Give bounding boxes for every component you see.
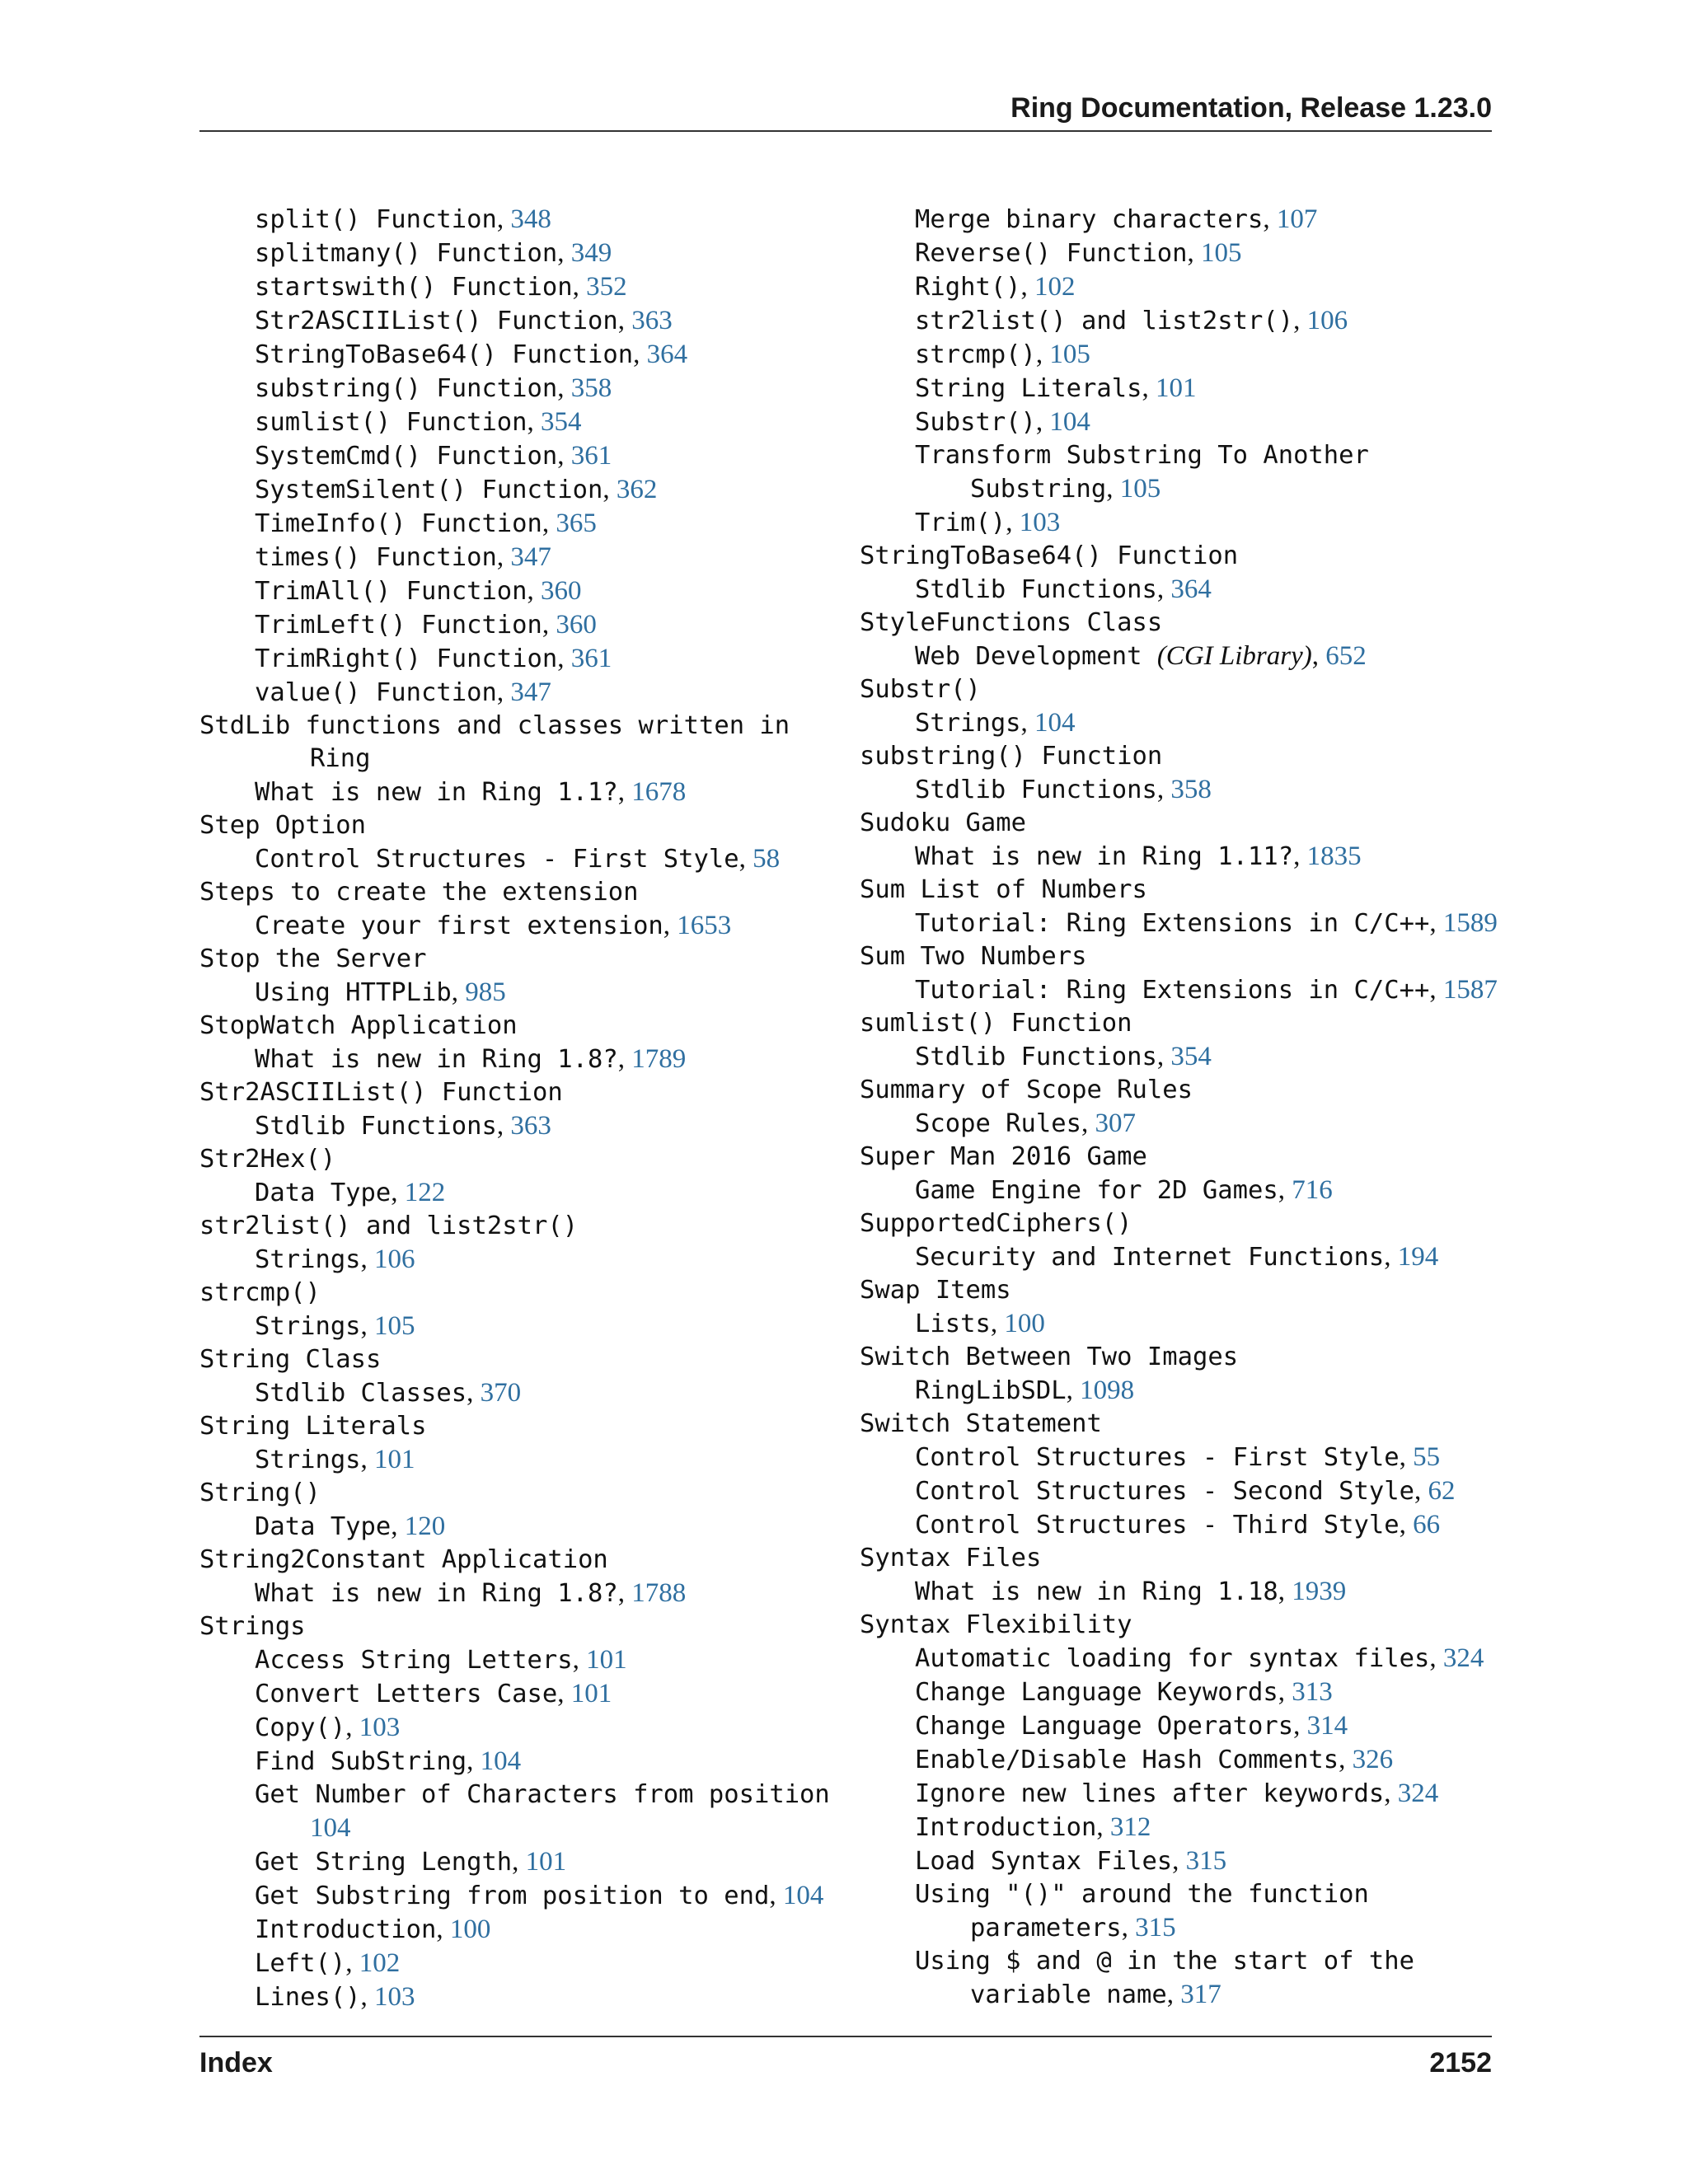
- entry-text: Tutorial: Ring Extensions in C/C++: [915, 976, 1430, 1005]
- entry-text: Stdlib Functions: [915, 776, 1157, 804]
- index-term: [860, 1542, 1503, 1575]
- index-subentry: substring() Function, 358: [255, 373, 612, 403]
- index-term: [199, 1477, 842, 1510]
- footer-section: Index: [199, 2047, 273, 2079]
- entry-text: Get Number of Characters from position: [255, 1780, 830, 1809]
- page-link[interactable]: 361: [570, 644, 612, 673]
- page-link[interactable]: 100: [449, 1915, 491, 1944]
- index-subentry: Data Type, 120: [255, 1511, 446, 1541]
- index-subentry: Automatic loading for syntax files, 324: [915, 1643, 1484, 1673]
- entry-text: String2Constant Application: [199, 1545, 608, 1574]
- entry-text: Sum List of Numbers: [860, 875, 1147, 904]
- entry-text: StringToBase64() Function: [860, 541, 1239, 570]
- page-link[interactable]: 103: [359, 1713, 401, 1742]
- index-subentry: Strings, 106: [255, 1244, 415, 1274]
- index-term: [199, 1010, 842, 1043]
- entry-text: StopWatch Application: [199, 1011, 518, 1040]
- index-subentry: Enable/Disable Hash Comments, 326: [915, 1745, 1394, 1774]
- index-subentry: Load Syntax Files, 315: [915, 1846, 1227, 1876]
- page-link[interactable]: 105: [1049, 340, 1090, 369]
- page-link[interactable]: 354: [1170, 1042, 1212, 1071]
- entry-text: Switch Statement: [860, 1409, 1102, 1438]
- index-subentry: Tutorial: Ring Extensions in C/C++, 1589: [915, 908, 1498, 938]
- index-subentry: What is new in Ring 1.8?, 1788: [255, 1578, 687, 1608]
- page-link[interactable]: 62: [1428, 1476, 1456, 1506]
- index-subentry: Stdlib Functions, 358: [915, 775, 1212, 804]
- entry-text: Control Structures - Second Style: [915, 1477, 1414, 1506]
- page-link[interactable]: 1939: [1292, 1577, 1347, 1606]
- page-link[interactable]: 352: [586, 272, 627, 302]
- entry-text: What is new in Ring 1.1?: [255, 778, 618, 807]
- entry-text: Introduction: [255, 1915, 437, 1944]
- page-link[interactable]: 716: [1292, 1175, 1333, 1205]
- page-link[interactable]: 324: [1397, 1779, 1439, 1808]
- entry-text: String Literals: [915, 374, 1142, 403]
- entry-text: What is new in Ring 1.11?: [915, 842, 1294, 871]
- entry-text: Merge binary characters: [915, 205, 1264, 234]
- page-link[interactable]: 102: [1034, 272, 1076, 302]
- index-term: [199, 943, 842, 976]
- index-subentry: Control Structures - Third Style, 66: [915, 1510, 1441, 1540]
- page-link[interactable]: 365: [556, 509, 597, 538]
- index-term: [860, 1074, 1503, 1107]
- entry-text: Right(): [915, 273, 1021, 302]
- page-link[interactable]: 55: [1413, 1442, 1441, 1472]
- index-subentry: What is new in Ring 1.11?, 1835: [915, 841, 1362, 871]
- entry-text: Str2Hex(): [199, 1145, 336, 1174]
- document-title: Ring Documentation, Release 1.23.0: [1010, 92, 1492, 124]
- index-subentry: Stdlib Classes, 370: [255, 1378, 522, 1408]
- index-term: [860, 673, 1503, 706]
- entry-text: Left(): [255, 1949, 346, 1978]
- page-link[interactable]: 358: [1170, 775, 1212, 804]
- page-link[interactable]: 363: [510, 1111, 551, 1141]
- index-subentry: Security and Internet Functions, 194: [915, 1242, 1439, 1272]
- index-term: [860, 1408, 1503, 1441]
- entry-text: Strings: [915, 709, 1021, 738]
- page-link[interactable]: 364: [1170, 574, 1212, 604]
- index-term: [860, 1141, 1503, 1174]
- entry-text: Str2ASCIIList() Function: [255, 307, 618, 335]
- index-subentry: Stdlib Functions, 364: [915, 574, 1212, 604]
- entry-text: Sudoku Game: [860, 808, 1026, 837]
- entry-text: String(): [199, 1479, 321, 1507]
- index-term: [199, 1277, 842, 1310]
- entry-text: String Class: [199, 1345, 382, 1374]
- page-link[interactable]: 348: [510, 204, 551, 234]
- entry-text: Web Development: [915, 642, 1157, 671]
- index-subentry: Reverse() Function, 105: [915, 238, 1242, 268]
- entry-text: splitmany() Function: [255, 239, 558, 268]
- entry-text: Find SubString: [255, 1747, 467, 1776]
- index-subentry: times() Function, 347: [255, 542, 551, 572]
- index-subentry: String Literals, 101: [915, 373, 1197, 403]
- page-link[interactable]: 307: [1095, 1108, 1136, 1138]
- index-subentry: Strings, 104: [915, 708, 1076, 738]
- entry-text: Switch Between Two Images: [860, 1343, 1239, 1371]
- index-subentry: splitmany() Function, 349: [255, 238, 612, 268]
- entry-text: Substr(): [860, 675, 981, 704]
- entry-text: Automatic loading for syntax files: [915, 1644, 1430, 1673]
- entry-text: Using HTTPLib: [255, 978, 452, 1007]
- entry-text: SystemSilent() Function: [255, 476, 603, 504]
- page-link[interactable]: 105: [374, 1311, 415, 1341]
- page-link[interactable]: 315: [1185, 1846, 1227, 1876]
- entry-text: Sum Two Numbers: [860, 942, 1087, 971]
- entry-text: TrimAll() Function: [255, 577, 528, 606]
- entry-text: Control Structures - First Style: [915, 1443, 1400, 1472]
- index-subentry: Introduction, 100: [255, 1915, 491, 1944]
- page-link[interactable]: 104: [1034, 708, 1076, 738]
- entry-text: Data Type: [255, 1179, 392, 1207]
- index-subentry: startswith() Function, 352: [255, 272, 627, 302]
- entry-text: SystemCmd() Function: [255, 442, 558, 471]
- index-subentry: Left(), 102: [255, 1948, 401, 1978]
- entry-text: What is new in Ring 1.18: [915, 1577, 1278, 1606]
- index-subentry: RingLibSDL, 1098: [915, 1376, 1135, 1405]
- index-subentry: value() Function, 347: [255, 677, 551, 707]
- entry-text: TimeInfo() Function: [255, 509, 542, 538]
- entry-text: Introduction: [915, 1813, 1097, 1842]
- index-term: [860, 874, 1503, 907]
- entry-text: Convert Letters Case: [255, 1680, 558, 1708]
- page-link[interactable]: 105: [1119, 474, 1161, 504]
- page-link[interactable]: 347: [510, 542, 551, 572]
- index-term: [199, 1544, 842, 1577]
- index-term: [860, 940, 1503, 973]
- entry-text: TrimRight() Function: [255, 644, 558, 673]
- index-subentry: Substring, 105: [970, 474, 1161, 504]
- index-subentry: Scope Rules, 307: [915, 1108, 1136, 1138]
- index-subentry: Using HTTPLib, 985: [255, 977, 506, 1007]
- page-link[interactable]: 315: [1135, 1913, 1176, 1943]
- index-subentry: TrimAll() Function, 360: [255, 576, 582, 606]
- index-subentry: Convert Letters Case, 101: [255, 1679, 612, 1708]
- index-subentry: Strings, 101: [255, 1445, 415, 1474]
- entry-text: Access String Letters: [255, 1646, 573, 1675]
- page-link[interactable]: 100: [1004, 1309, 1045, 1338]
- entry-text: Control Structures - First Style: [255, 845, 739, 874]
- entry-text: Ignore new lines after keywords: [915, 1779, 1385, 1808]
- index-term: [199, 1343, 842, 1376]
- index-subentry: Merge binary characters, 107: [915, 204, 1318, 234]
- page-link[interactable]: 101: [586, 1645, 627, 1675]
- page-link[interactable]: 1789: [631, 1044, 687, 1074]
- index-subentry: Game Engine for 2D Games, 716: [915, 1175, 1333, 1205]
- index-subentry: Create your first extension, 1653: [255, 911, 732, 940]
- page-link[interactable]: 349: [570, 238, 612, 268]
- entry-text: What is new in Ring 1.8?: [255, 1579, 618, 1608]
- index-subentry: Introduction, 312: [915, 1812, 1151, 1842]
- page-link[interactable]: 347: [510, 677, 551, 707]
- page-link[interactable]: 314: [1306, 1711, 1348, 1741]
- index-column-left: [199, 203, 842, 2014]
- page-footer: [199, 2036, 1492, 2087]
- entry-text: Steps to create the extension: [199, 878, 639, 907]
- entry-text: Stdlib Functions: [915, 1043, 1157, 1071]
- index-subentry: SystemSilent() Function, 362: [255, 475, 658, 504]
- index-subentry: [199, 1779, 842, 1811]
- page-link[interactable]: 106: [1306, 306, 1348, 335]
- index-term: [860, 1341, 1503, 1374]
- entry-text: substring() Function: [860, 742, 1163, 771]
- entry-text: Strings: [255, 1446, 361, 1474]
- index-subentry: Ignore new lines after keywords, 324: [915, 1779, 1439, 1808]
- page-link[interactable]: 120: [404, 1511, 446, 1541]
- page-link[interactable]: 1589: [1442, 908, 1498, 938]
- page-link[interactable]: 101: [525, 1847, 567, 1877]
- entry-text: Get String Length: [255, 1848, 513, 1877]
- entry-text: Swap Items: [860, 1276, 1011, 1305]
- index-term: [199, 1410, 842, 1443]
- entry-text: String Literals: [199, 1412, 427, 1441]
- index-subentry: SystemCmd() Function, 361: [255, 441, 612, 471]
- entry-text: StringToBase64() Function: [255, 340, 634, 369]
- entry-text: Enable/Disable Hash Comments: [915, 1746, 1339, 1774]
- entry-text: Game Engine for 2D Games: [915, 1176, 1278, 1205]
- page-link[interactable]: 101: [1155, 373, 1197, 403]
- page-link[interactable]: 104: [1049, 407, 1090, 437]
- index-term: [860, 607, 1503, 640]
- index-subentry: What is new in Ring 1.1?, 1678: [255, 777, 687, 807]
- entry-text: str2list() and list2str(): [199, 1212, 579, 1240]
- entry-text: Ring: [310, 744, 371, 773]
- index-subentry: StringToBase64() Function, 364: [255, 340, 688, 369]
- entry-text: Change Language Keywords: [915, 1678, 1278, 1707]
- entry-text: strcmp(): [915, 340, 1036, 369]
- entry-text: Scope Rules: [915, 1109, 1081, 1138]
- page-link[interactable]: 104: [782, 1881, 824, 1910]
- index-subentry: TrimLeft() Function, 360: [255, 610, 597, 640]
- page-link[interactable]: 312: [1109, 1812, 1151, 1842]
- index-subentry: Get String Length, 101: [255, 1847, 567, 1877]
- page-link[interactable]: 194: [1397, 1242, 1439, 1272]
- index-term: [199, 1143, 842, 1176]
- index-column-right: [860, 203, 1503, 2012]
- index-subentry: Data Type, 122: [255, 1178, 446, 1207]
- page-link[interactable]: 102: [359, 1948, 401, 1978]
- index-subentry: variable name, 317: [970, 1980, 1221, 2009]
- entry-text: Stop the Server: [199, 944, 427, 973]
- page-link[interactable]: 1653: [677, 911, 732, 940]
- page-link[interactable]: 985: [465, 977, 506, 1007]
- entry-text: str2list() and list2str(): [915, 307, 1294, 335]
- entry-text: substring() Function: [255, 374, 558, 403]
- index-subentry: Lines(), 103: [255, 1982, 415, 2012]
- index-term: [860, 740, 1503, 773]
- entry-text: variable name: [970, 1980, 1167, 2009]
- entry-text: split() Function: [255, 205, 497, 234]
- entry-text: Control Structures - Third Style: [915, 1511, 1400, 1540]
- entry-text: RingLibSDL: [915, 1376, 1067, 1405]
- page-link[interactable]: 1587: [1442, 975, 1498, 1005]
- index-subentry: Copy(), 103: [255, 1713, 401, 1742]
- index-subentry: Stdlib Functions, 363: [255, 1111, 551, 1141]
- page-link[interactable]: 101: [570, 1679, 612, 1708]
- entry-text: Strings: [199, 1612, 306, 1641]
- page-link[interactable]: 1835: [1306, 841, 1362, 871]
- entry-text: StyleFunctions Class: [860, 608, 1163, 637]
- index-subentry: Web Development (CGI Library), 652: [915, 641, 1367, 671]
- index-subentry: Str2ASCIIList() Function, 363: [255, 306, 673, 335]
- index-subentry: TrimRight() Function, 361: [255, 644, 612, 673]
- page-link[interactable]: 360: [541, 576, 582, 606]
- page-link[interactable]: 317: [1180, 1980, 1221, 2009]
- index-term: [199, 809, 842, 842]
- page-link[interactable]: 652: [1325, 641, 1367, 671]
- entry-text: Substr(): [915, 408, 1036, 437]
- page-link[interactable]: 358: [570, 373, 612, 403]
- entry-text: Stdlib Classes: [255, 1379, 467, 1408]
- page-link[interactable]: 105: [1201, 238, 1242, 268]
- entry-text: Stdlib Functions: [915, 575, 1157, 604]
- entry-text: parameters: [970, 1914, 1122, 1943]
- index-subentry: Control Structures - Second Style, 62: [915, 1476, 1456, 1506]
- entry-text: Tutorial: Ring Extensions in C/C++: [915, 909, 1430, 938]
- page-link[interactable]: 313: [1292, 1677, 1333, 1707]
- page-link[interactable]: 1788: [631, 1578, 687, 1608]
- entry-text: Get Substring from position to end: [255, 1882, 770, 1910]
- index-term: [199, 876, 842, 909]
- index-subentry: Find SubString, 104: [255, 1746, 522, 1776]
- page-link[interactable]: 106: [374, 1244, 415, 1274]
- entry-text: Step Option: [199, 811, 366, 840]
- entry-text: SupportedCiphers(): [860, 1209, 1132, 1238]
- index-subentry: Access String Letters, 101: [255, 1645, 627, 1675]
- page-link[interactable]: 104: [480, 1746, 522, 1776]
- index-subentry: [860, 1945, 1503, 1978]
- entry-text: Stdlib Functions: [255, 1112, 497, 1141]
- page-link[interactable]: 58: [753, 844, 781, 874]
- index-subentry: Stdlib Functions, 354: [915, 1042, 1212, 1071]
- entry-text: strcmp(): [199, 1278, 321, 1307]
- index-subentry: strcmp(), 105: [915, 340, 1090, 369]
- entry-text: Lists: [915, 1310, 991, 1338]
- entry-text: Super Man 2016 Game: [860, 1142, 1147, 1171]
- index-subentry: Tutorial: Ring Extensions in C/C++, 1587: [915, 975, 1498, 1005]
- entry-italic-text: (CGI Library): [1156, 641, 1312, 671]
- index-subentry: Trim(), 103: [915, 508, 1061, 537]
- page-link[interactable]: 324: [1442, 1643, 1484, 1673]
- page-link[interactable]: 370: [480, 1378, 522, 1408]
- index-term: [860, 807, 1503, 840]
- entry-text: What is new in Ring 1.8?: [255, 1045, 618, 1074]
- entry-text: Security and Internet Functions: [915, 1243, 1385, 1272]
- index-subentry: TimeInfo() Function, 365: [255, 509, 597, 538]
- index-term: [199, 1210, 842, 1243]
- page-link[interactable]: 364: [646, 340, 688, 369]
- index-subentry: What is new in Ring 1.18, 1939: [915, 1577, 1347, 1606]
- index-subentry: str2list() and list2str(), 106: [915, 306, 1348, 335]
- index-subentry: Substr(), 104: [915, 407, 1090, 437]
- page-link[interactable]: 360: [556, 610, 597, 640]
- entry-text: sumlist() Function: [860, 1009, 1132, 1038]
- index-subentry: parameters, 315: [970, 1913, 1176, 1943]
- index-subentry: Get Substring from position to end, 104: [255, 1881, 824, 1910]
- entry-text: Trim(): [915, 509, 1006, 537]
- entry-text: Copy(): [255, 1713, 346, 1742]
- page-link[interactable]: 107: [1276, 204, 1318, 234]
- entry-text: sumlist() Function: [255, 408, 528, 437]
- page-link[interactable]: 104: [310, 1813, 351, 1843]
- entry-text: Syntax Files: [860, 1544, 1042, 1572]
- index-subentry: sumlist() Function, 354: [255, 407, 582, 437]
- index-term: [199, 1076, 842, 1109]
- page-link[interactable]: 103: [1019, 508, 1061, 537]
- page-number: 2152: [1429, 2047, 1492, 2079]
- entry-text: Summary of Scope Rules: [860, 1076, 1193, 1104]
- entry-text: Str2ASCIIList() Function: [199, 1078, 563, 1107]
- page-header: [199, 92, 1492, 132]
- index-subentry: [860, 1878, 1503, 1911]
- index-term: [860, 540, 1503, 573]
- entry-text: Lines(): [255, 1983, 361, 2012]
- index-subentry: Lists, 100: [915, 1309, 1045, 1338]
- page-link[interactable]: 101: [374, 1445, 415, 1474]
- page-link[interactable]: 326: [1352, 1745, 1394, 1774]
- index-term: [199, 710, 842, 743]
- page-link[interactable]: 362: [616, 475, 658, 504]
- index-subentry: Change Language Keywords, 313: [915, 1677, 1333, 1707]
- entry-text: Strings: [255, 1312, 361, 1341]
- entry-text: Transform Substring To Another: [915, 441, 1369, 470]
- index-subentry: [860, 439, 1503, 472]
- index-term: [860, 1207, 1503, 1240]
- entry-text: times() Function: [255, 543, 497, 572]
- entry-text: Create your first extension: [255, 912, 663, 940]
- index-subentry: [199, 1811, 842, 1845]
- page-link[interactable]: 1678: [631, 777, 687, 807]
- index-subentry: Strings, 105: [255, 1311, 415, 1341]
- index-subentry: Control Structures - First Style, 58: [255, 844, 781, 874]
- index-term: [860, 1007, 1503, 1040]
- entry-text: Substring: [970, 475, 1107, 504]
- page-link[interactable]: 1098: [1080, 1376, 1135, 1405]
- entry-text: startswith() Function: [255, 273, 573, 302]
- entry-text: Using "()" around the function: [915, 1880, 1369, 1909]
- entry-text: Strings: [255, 1245, 361, 1274]
- entry-text: Using $ and @ in the start of the: [915, 1947, 1414, 1975]
- index-term: [860, 1609, 1503, 1642]
- index-subentry: Control Structures - First Style, 55: [915, 1442, 1441, 1472]
- page-link[interactable]: 122: [404, 1178, 446, 1207]
- entry-text: Syntax Flexibility: [860, 1610, 1132, 1639]
- page-link[interactable]: 354: [541, 407, 582, 437]
- entry-text: Reverse() Function: [915, 239, 1188, 268]
- entry-text: Load Syntax Files: [915, 1847, 1173, 1876]
- index-subentry: split() Function, 348: [255, 204, 551, 234]
- index-term: [860, 1274, 1503, 1307]
- page-link[interactable]: 363: [631, 306, 673, 335]
- index-subentry: What is new in Ring 1.8?, 1789: [255, 1044, 687, 1074]
- index-subentry: Change Language Operators, 314: [915, 1711, 1348, 1741]
- page-link[interactable]: 103: [374, 1982, 415, 2012]
- entry-text: StdLib functions and classes written in: [199, 711, 790, 740]
- page-link[interactable]: 361: [570, 441, 612, 471]
- index-term: [199, 1610, 842, 1643]
- page-link[interactable]: 66: [1413, 1510, 1441, 1540]
- index-subentry: Right(), 102: [915, 272, 1076, 302]
- entry-text: Change Language Operators: [915, 1712, 1294, 1741]
- index-subentry: [199, 743, 842, 776]
- entry-text: TrimLeft() Function: [255, 611, 542, 640]
- entry-text: value() Function: [255, 678, 497, 707]
- entry-text: Data Type: [255, 1512, 392, 1541]
